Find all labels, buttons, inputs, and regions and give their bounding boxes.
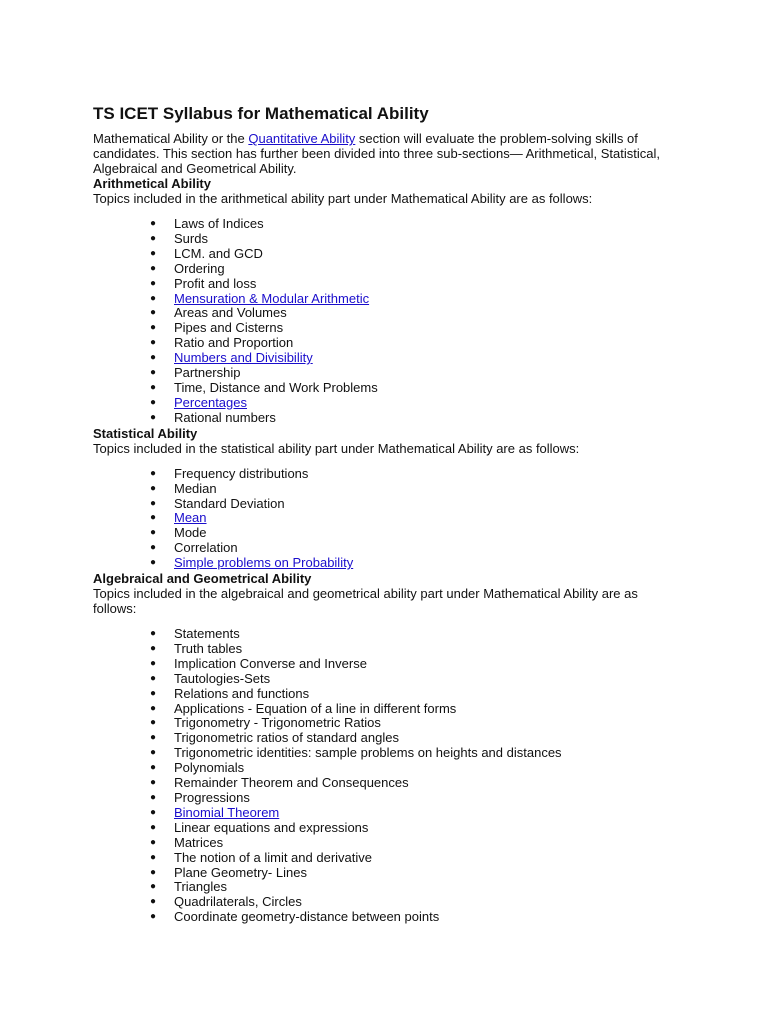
- bullet-icon: ●: [150, 657, 157, 669]
- list-item: [150, 761, 668, 776]
- list-item: [150, 366, 668, 381]
- topic-text: Tautologies-Sets: [174, 670, 271, 686]
- page-title: TS ICET Syllabus for Mathematical Ability: [93, 104, 429, 123]
- topic-link[interactable]: Mensuration & Modular Arithmetic: [174, 290, 370, 306]
- list-item: [150, 381, 668, 396]
- bullet-icon: ●: [150, 911, 157, 923]
- bullet-icon: ●: [150, 806, 157, 818]
- topic-text: Frequency distributions: [174, 465, 309, 481]
- bullet-icon: ●: [150, 557, 157, 569]
- bullet-icon: ●: [150, 896, 157, 908]
- bullet-icon: ●: [150, 512, 157, 524]
- section-heading-statistical-ability: Statistical Ability: [93, 425, 198, 441]
- section-intro-arithmetical-ability: Topics included in the arithmetical ability part under Mathematical Ability are as follows:: [93, 191, 593, 206]
- topic-text: Ratio and Proportion: [174, 335, 294, 351]
- topic-text: Linear equations and expressions: [174, 819, 369, 835]
- bullet-icon: ●: [150, 482, 157, 494]
- list-item[interactable]: [150, 292, 668, 307]
- list-item: [150, 836, 668, 851]
- topic-text: Profit and loss: [174, 275, 257, 291]
- list-item[interactable]: [150, 556, 668, 571]
- topic-text: Median: [174, 480, 217, 496]
- list-item[interactable]: [150, 806, 668, 821]
- topic-link[interactable]: Binomial Theorem: [174, 804, 280, 820]
- section-heading-algebraical-and-geometrical-ability: Algebraical and Geometrical Ability: [93, 571, 312, 587]
- list-item: [150, 217, 668, 232]
- bullet-icon: ●: [150, 687, 157, 699]
- intro-text-before: Mathematical Ability or the: [93, 131, 249, 146]
- list-item: [150, 851, 668, 866]
- bullet-icon: ●: [150, 232, 157, 244]
- topic-text: Polynomials: [174, 760, 245, 776]
- bullet-icon: ●: [150, 866, 157, 878]
- intro-paragraph: [93, 131, 668, 176]
- list-item: [150, 702, 668, 717]
- bullet-icon: ●: [150, 218, 157, 229]
- list-item: [150, 672, 668, 687]
- bullet-icon: ●: [150, 836, 157, 848]
- topic-link[interactable]: Mean: [174, 510, 207, 526]
- bullet-icon: ●: [150, 702, 157, 714]
- list-item: [150, 880, 668, 895]
- topic-text: Applications - Equation of a line in different forms: [174, 700, 457, 716]
- list-item: [150, 306, 668, 321]
- topic-text: Pipes and Cisterns: [174, 320, 284, 336]
- topic-text: Plane Geometry- Lines: [174, 864, 307, 880]
- topic-text: Matrices: [174, 834, 224, 850]
- topic-text: Rational numbers: [174, 409, 276, 425]
- bullet-icon: ●: [150, 628, 157, 640]
- list-item: [150, 731, 668, 746]
- topic-list-statistical-ability: [93, 467, 668, 571]
- topic-link[interactable]: Numbers and Divisibility: [174, 350, 313, 366]
- topic-text: Remainder Theorem and Consequences: [174, 775, 409, 791]
- bullet-icon: ●: [150, 762, 157, 774]
- section-heading-arithmetical-ability: Arithmetical Ability: [93, 176, 211, 191]
- list-item: [150, 746, 668, 761]
- intro-text-after: section will evaluate the problem-solving skills of candidates. This section has further been divided into three sub-sections— Arithmetical, Statistical, Algebraical and Geometrical Ability.: [93, 131, 660, 176]
- topic-text: Trigonometric ratios of standard angles: [174, 730, 399, 746]
- list-item: [150, 541, 668, 556]
- topic-text: Standard Deviation: [174, 495, 285, 511]
- topic-text: Areas and Volumes: [174, 305, 287, 321]
- list-item: [150, 791, 668, 806]
- topic-text: Implication Converse and Inverse: [174, 655, 367, 671]
- topic-link[interactable]: Simple problems on Probability: [174, 555, 354, 571]
- bullet-icon: ●: [150, 322, 157, 334]
- list-item[interactable]: [150, 396, 668, 411]
- bullet-icon: ●: [150, 396, 157, 408]
- list-item: [150, 910, 668, 925]
- list-item: [150, 526, 668, 541]
- topic-text: The notion of a limit and derivative: [174, 849, 372, 865]
- bullet-icon: ●: [150, 747, 157, 759]
- topic-text: Quadrilaterals, Circles: [174, 894, 302, 910]
- topic-text: Partnership: [174, 365, 241, 381]
- list-item: [150, 247, 668, 262]
- bullet-icon: ●: [150, 881, 157, 893]
- list-item: [150, 321, 668, 336]
- topic-text: Coordinate geometry-distance between points: [174, 909, 440, 925]
- list-item: [150, 232, 668, 247]
- topic-text: LCM. and GCD: [174, 245, 263, 261]
- bullet-icon: ●: [150, 851, 157, 863]
- topic-text: Relations and functions: [174, 685, 310, 701]
- list-item[interactable]: [150, 511, 668, 526]
- bullet-icon: ●: [150, 777, 157, 789]
- topic-text: Progressions: [174, 790, 250, 805]
- quantitative-ability-link[interactable]: Quantitative Ability: [248, 131, 356, 146]
- list-item: [150, 716, 668, 731]
- bullet-icon: ●: [150, 262, 157, 274]
- bullet-icon: ●: [150, 642, 157, 654]
- topic-text: Trigonometric identities: sample problems on heights and distances: [174, 745, 562, 761]
- list-item: [150, 497, 668, 512]
- list-item: [150, 821, 668, 836]
- section-intro-statistical-ability: Topics included in the statistical ability part under Mathematical Ability are as follows:: [93, 440, 580, 456]
- topic-text: Time, Distance and Work Problems: [174, 379, 378, 395]
- list-item: [150, 687, 668, 702]
- list-item: [150, 482, 668, 497]
- bullet-icon: ●: [150, 497, 157, 509]
- bullet-icon: ●: [150, 337, 157, 349]
- bullet-icon: ●: [150, 717, 157, 729]
- bullet-icon: ●: [150, 367, 157, 379]
- topic-text: Statements: [174, 626, 240, 642]
- bullet-icon: ●: [150, 821, 157, 833]
- list-item: [150, 277, 668, 292]
- list-item: [150, 262, 668, 277]
- bullet-icon: ●: [150, 307, 157, 319]
- bullet-icon: ●: [150, 732, 157, 744]
- bullet-icon: ●: [150, 467, 157, 479]
- list-item: [150, 642, 668, 657]
- topic-text: Truth tables: [174, 640, 243, 656]
- bullet-icon: ●: [150, 527, 157, 539]
- topic-text: Mode: [174, 525, 207, 541]
- sections-container: [93, 176, 668, 925]
- bullet-icon: ●: [150, 411, 157, 423]
- topic-text: Ordering: [174, 260, 225, 276]
- bullet-icon: ●: [150, 672, 157, 684]
- bullet-icon: ●: [150, 542, 157, 554]
- bullet-icon: ●: [150, 792, 157, 803]
- list-item: [150, 657, 668, 672]
- topic-list-algebraical-and-geometrical-ability: [93, 627, 668, 925]
- topic-text: Triangles: [174, 879, 227, 895]
- section-intro-algebraical-and-geometrical-ability: Topics included in the algebraical and geometrical ability part under Mathematical Ability are as follows:: [93, 586, 638, 617]
- topic-text: Trigonometry - Trigonometric Ratios: [174, 715, 381, 731]
- bullet-icon: ●: [150, 352, 157, 364]
- bullet-icon: ●: [150, 277, 157, 289]
- list-item: [150, 776, 668, 791]
- topic-text: Surds: [174, 230, 208, 246]
- list-item[interactable]: [150, 351, 668, 366]
- topic-link[interactable]: Percentages: [174, 394, 247, 410]
- list-item: [150, 866, 668, 881]
- topic-text: Laws of Indices: [174, 216, 264, 231]
- list-item: [150, 336, 668, 351]
- list-item: [150, 627, 668, 642]
- list-item: [150, 467, 668, 482]
- topic-list-arithmetical-ability: [93, 217, 668, 426]
- bullet-icon: ●: [150, 381, 157, 393]
- list-item: [150, 411, 668, 426]
- bullet-icon: ●: [150, 247, 157, 259]
- topic-text: Correlation: [174, 540, 238, 556]
- bullet-icon: ●: [150, 292, 157, 304]
- list-item: [150, 895, 668, 910]
